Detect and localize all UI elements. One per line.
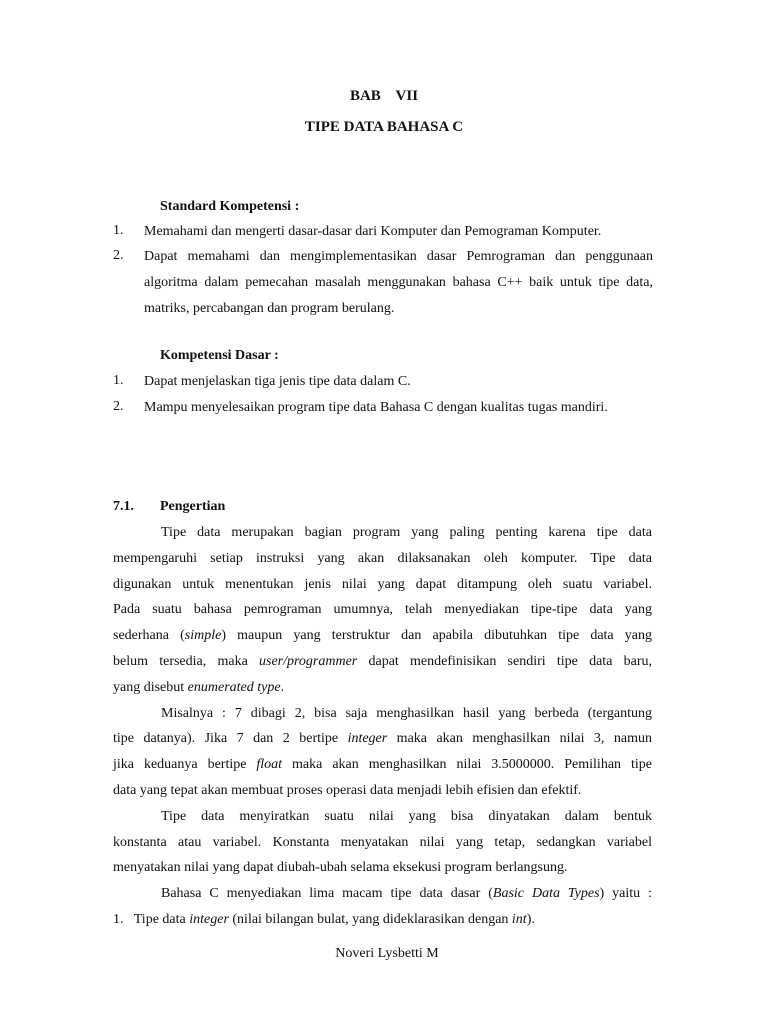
section-title: Pengertian bbox=[160, 499, 226, 514]
text-line: Tipe data menyiratkan suatu nilai yang bisa dinyatakan dalam bentuk bbox=[161, 808, 652, 824]
item-text: Dapat memahami dan mengimplementasikan dasar Pemrograman dan penggunaan algoritma dalam pemecahan masalah menggunakan bahasa C++ baik untuk tipe data, matriks, percabangan dan program berulang. bbox=[144, 249, 653, 316]
standard-kompetensi-heading: Standard Kompetensi : bbox=[160, 199, 300, 214]
kompetensi-dasar-item-2 bbox=[113, 395, 653, 421]
kompetensi-dasar-item-1 bbox=[113, 369, 653, 395]
item-number: 2. bbox=[113, 399, 124, 414]
text-line: data yang tepat akan membuat proses operasi data menjadi lebih efisien dan efektif. bbox=[113, 782, 582, 798]
text-line: jika keduanya bertipe float maka akan menghasilkan nilai 3.5000000. Pemilihan tipe bbox=[113, 757, 652, 773]
body-text bbox=[113, 520, 652, 933]
standard-kompetensi-item-2 bbox=[113, 244, 653, 322]
text-line: menyatakan nilai yang dapat diubah-ubah selama eksekusi program berlangsung. bbox=[113, 860, 568, 876]
footer-author: Noveri Lysbetti M bbox=[335, 946, 439, 961]
page-footer bbox=[0, 946, 768, 962]
text-line: Bahasa C menyediakan lima macam tipe data dasar (Basic Data Types) yaitu : bbox=[161, 886, 653, 902]
item-number: 2. bbox=[113, 248, 124, 263]
text-line: konstanta atau variabel. Konstanta menyatakan nilai yang tetap, sedangkan variabel bbox=[113, 834, 652, 850]
text-line: 1. Tipe data integer (nilai bilangan bulat, yang dideklarasikan dengan int). bbox=[113, 911, 535, 927]
text-line: Tipe data merupakan bagian program yang paling penting karena tipe data bbox=[161, 525, 652, 540]
text-line: belum tersedia, maka user/programmer dapat mendefinisikan sendiri tipe data baru, bbox=[113, 653, 652, 669]
text-line: tipe datanya). Jika 7 dan 2 bertipe integer maka akan menghasilkan nilai 3, namun bbox=[113, 731, 652, 747]
text-line: Misalnya : 7 dibagi 2, bisa saja menghasilkan hasil yang berbeda (tergantung bbox=[161, 705, 652, 721]
chapter-title: TIPE DATA BAHASA C bbox=[304, 119, 464, 135]
item-number: 1. bbox=[113, 223, 124, 238]
text-line: sederhana (simple) maupun yang terstruktur dan apabila dibutuhkan tipe data yang bbox=[113, 628, 652, 644]
chapter-label: BAB VII bbox=[349, 88, 419, 104]
text-line: mempengaruhi setiap instruksi yang akan dilaksanakan oleh komputer. Tipe data bbox=[113, 550, 652, 566]
text-line: yang disebut enumerated type. bbox=[113, 679, 285, 695]
item-text: Dapat menjelaskan tiga jenis tipe data dalam C. bbox=[144, 374, 411, 389]
kompetensi-dasar-heading: Kompetensi Dasar : bbox=[160, 348, 279, 363]
text-line: Pada suatu bahasa pemrograman umumnya, telah menyediakan tipe-tipe data yang bbox=[113, 602, 652, 618]
item-number: 1. bbox=[113, 373, 124, 388]
section-number: 7.1. bbox=[113, 499, 134, 514]
item-text: Mampu menyelesaikan program tipe data Bahasa C dengan kualitas tugas mandiri. bbox=[144, 400, 608, 415]
text-line: digunakan untuk menentukan jenis nilai yang dapat ditampung oleh suatu variabel. bbox=[113, 576, 652, 592]
item-text: Memahami dan mengerti dasar-dasar dari Komputer dan Pemograman Komputer. bbox=[144, 224, 602, 239]
standard-kompetensi-item-1 bbox=[113, 219, 653, 245]
